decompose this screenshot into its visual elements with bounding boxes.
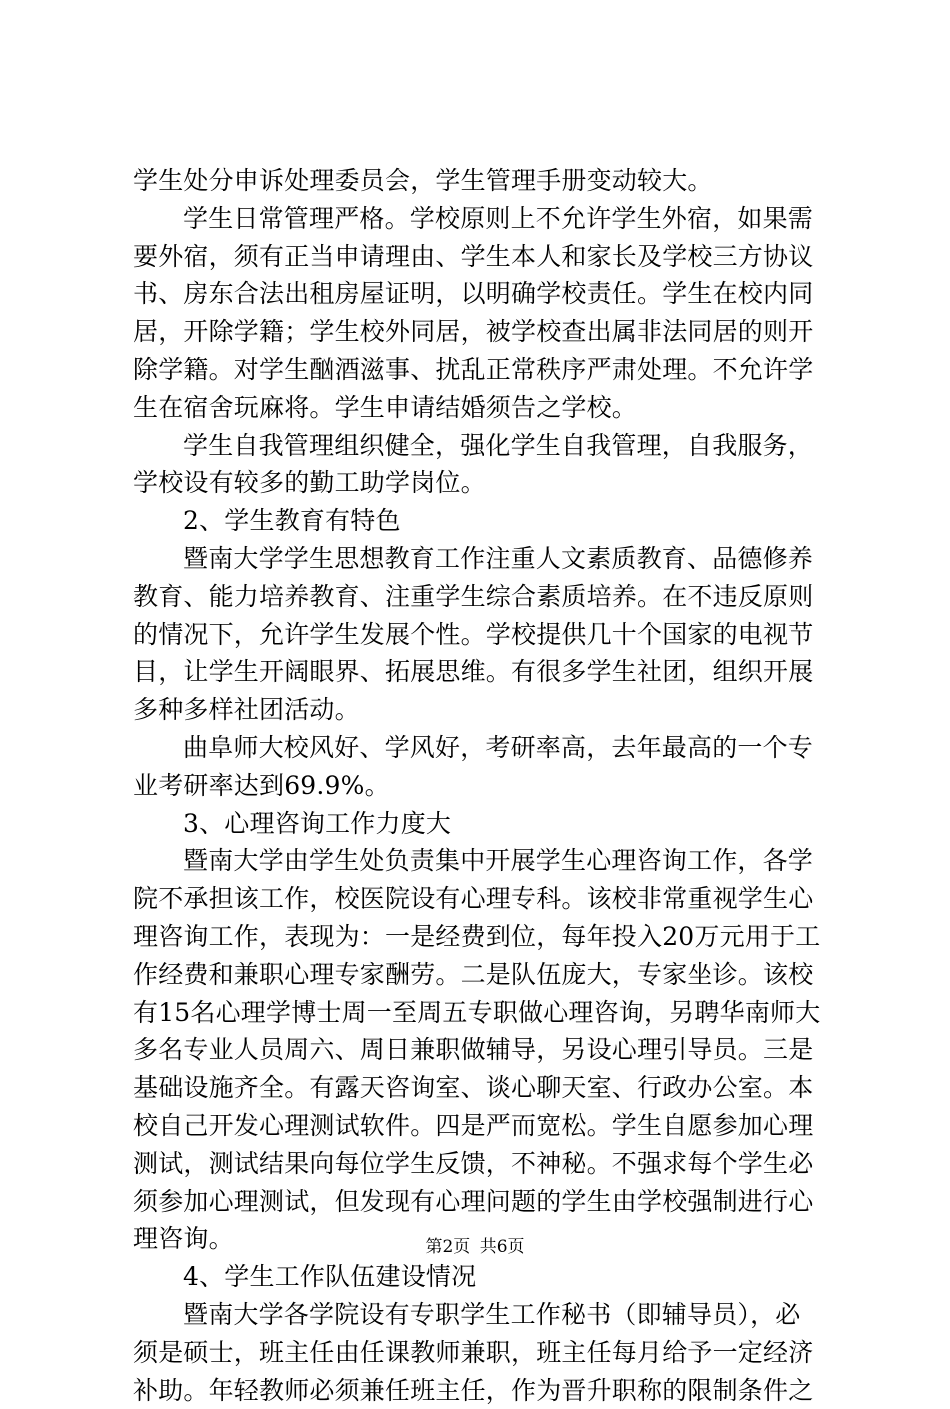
text-line: 要外宿，须有正当申请理由、学生本人和家长及学校三方协议 <box>133 238 833 276</box>
text-line: 基础设施齐全。有露天咨询室、谈心聊天室、行政办公室。本 <box>133 1069 833 1107</box>
page-footer <box>0 1236 950 1258</box>
text-line: 业考研率达到69.9%。 <box>133 767 833 805</box>
text-line: 教育、能力培养教育、注重学生综合素质培养。在不违反原则 <box>133 578 833 616</box>
text-line: 学生处分申诉处理委员会，学生管理手册变动较大。 <box>133 162 833 200</box>
text-line: 曲阜师大校风好、学风好，考研率高，去年最高的一个专 <box>133 729 833 767</box>
text-line: 暨南大学各学院设有专职学生工作秘书（即辅导员），必 <box>133 1296 833 1334</box>
text-line: 书、房东合法出租房屋证明，以明确学校责任。学生在校内同 <box>133 275 833 313</box>
page-total: 共6页 <box>480 1237 525 1257</box>
text-line: 多种多样社团活动。 <box>133 691 833 729</box>
text-line: 目，让学生开阔眼界、拓展思维。有很多学生社团，组织开展 <box>133 653 833 691</box>
text-line: 有15名心理学博士周一至周五专职做心理咨询，另聘华南师大 <box>133 994 833 1032</box>
text-line: 校自己开发心理测试软件。四是严而宽松。学生自愿参加心理 <box>133 1107 833 1145</box>
text-line: 居，开除学籍；学生校外同居，被学校查出属非法同居的则开 <box>133 313 833 351</box>
text-line: 的情况下，允许学生发展个性。学校提供几十个国家的电视节 <box>133 616 833 654</box>
text-line: 学生自我管理组织健全，强化学生自我管理，自我服务， <box>133 427 833 465</box>
text-line: 多名专业人员周六、周日兼职做辅导，另设心理引导员。三是 <box>133 1031 833 1069</box>
text-line: 理咨询工作，表现为：一是经费到位，每年投入20万元用于工 <box>133 918 833 956</box>
text-line: 须参加心理测试，但发现有心理问题的学生由学校强制进行心 <box>133 1183 833 1221</box>
text-line: 除学籍。对学生酗酒滋事、扰乱正常秩序严肃处理。不允许学 <box>133 351 833 389</box>
text-line: 理咨询。 <box>133 1220 833 1258</box>
text-line: 测试，测试结果向每位学生反馈，不神秘。不强求每个学生必 <box>133 1145 833 1183</box>
text-line: 暨南大学学生思想教育工作注重人文素质教育、品德修养 <box>133 540 833 578</box>
body-text <box>133 162 833 1409</box>
text-line: 学生日常管理严格。学校原则上不允许学生外宿，如果需 <box>133 200 833 238</box>
section-heading: 3、心理咨询工作力度大 <box>133 805 833 843</box>
text-line: 生在宿舍玩麻将。学生申请结婚须告之学校。 <box>133 389 833 427</box>
section-heading: 4、学生工作队伍建设情况 <box>133 1258 833 1296</box>
section-heading: 2、学生教育有特色 <box>133 502 833 540</box>
page-number: 第2页 <box>425 1237 470 1257</box>
text-line: 补助。年轻教师必须兼任班主任，作为晋升职称的限制条件之 <box>133 1372 833 1409</box>
text-line: 学校设有较多的勤工助学岗位。 <box>133 464 833 502</box>
text-line: 须是硕士，班主任由任课教师兼职，班主任每月给予一定经济 <box>133 1334 833 1372</box>
text-line: 暨南大学由学生处负责集中开展学生心理咨询工作，各学 <box>133 842 833 880</box>
text-line: 作经费和兼职心理专家酬劳。二是队伍庞大，专家坐诊。该校 <box>133 956 833 994</box>
text-line: 院不承担该工作，校医院设有心理专科。该校非常重视学生心 <box>133 880 833 918</box>
